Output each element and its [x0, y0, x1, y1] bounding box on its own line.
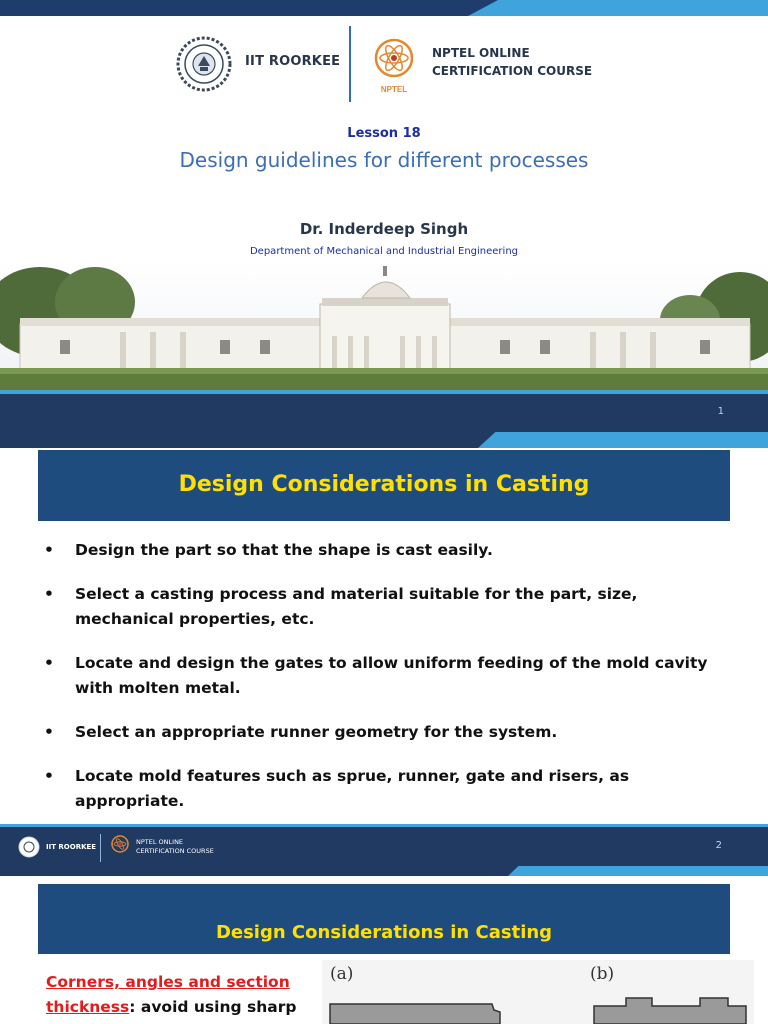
casting-shapes-diagram — [322, 960, 754, 1024]
bullet-text: Design the part so that the shape is cast easily. — [75, 541, 493, 559]
slide-title: Design Considerations in Casting — [178, 472, 590, 497]
slide-number: 2 — [715, 840, 722, 851]
content-slide-partial — [0, 876, 768, 1024]
campus-building-image — [0, 262, 768, 392]
logo-divider — [349, 26, 351, 102]
bullet-icon: • — [44, 723, 54, 741]
bullet-item — [40, 538, 720, 563]
figure-label-b: (b) — [590, 964, 615, 984]
bullet-icon: • — [44, 654, 54, 672]
footer-corner-accent — [508, 866, 768, 876]
iit-roorkee-seal-icon — [176, 36, 232, 92]
lecture-title: Design guidelines for different processes — [179, 148, 589, 172]
bullet-text: Select a casting process and material suitable for the part, size, mechanical properties, etc. — [75, 585, 638, 628]
nptel-badge-text: NPTEL — [380, 85, 408, 94]
casting-figure — [322, 960, 754, 1024]
slide-body-text — [46, 970, 306, 1020]
bottom-corner-accent — [478, 432, 768, 448]
slide-number: 1 — [717, 406, 724, 417]
slide-title: Design Considerations in Casting — [215, 922, 553, 943]
content-slide — [0, 448, 768, 876]
iit-roorkee-seal-icon — [18, 836, 40, 858]
nptel-line-1: NPTEL ONLINE — [432, 46, 530, 60]
nptel-line-2: CERTIFICATION COURSE — [432, 64, 593, 78]
title-slide — [0, 0, 768, 448]
logo-row — [0, 34, 768, 106]
department-name: Department of Mechanical and Industrial Engineering — [249, 246, 519, 257]
bullet-item — [40, 764, 720, 814]
nptel-logo-icon — [370, 36, 418, 96]
bullet-item — [40, 720, 720, 745]
footer-iit-name: IIT ROORKEE — [46, 843, 97, 851]
nptel-logo-icon — [110, 834, 130, 860]
bullet-text: Locate mold features such as sprue, runner, gate and risers, as appropriate. — [75, 767, 630, 810]
bullet-list — [40, 538, 720, 833]
bullet-item — [40, 651, 720, 701]
bullet-text: Locate and design the gates to allow uniform feeding of the mold cavity with molten metal. — [75, 654, 708, 697]
figure-label-a: (a) — [330, 964, 354, 984]
bullet-icon: • — [44, 541, 54, 559]
bullet-icon: • — [44, 767, 54, 785]
top-banner-accent — [468, 0, 768, 16]
slide-header — [38, 450, 730, 521]
bullet-item — [40, 582, 720, 632]
footer-nptel-line-2: CERTIFICATION COURSE — [136, 847, 214, 855]
footer-accent — [0, 824, 768, 827]
author-name: Dr. Inderdeep Singh — [299, 220, 469, 238]
body-text: : avoid using sharp — [129, 998, 297, 1016]
footer-logo-divider — [100, 834, 101, 862]
emphasis-text: Corners, angles and section thickness — [46, 973, 290, 1016]
slide-header — [38, 884, 730, 954]
bullet-icon: • — [44, 585, 54, 603]
lesson-number: Lesson 18 — [347, 126, 421, 141]
footer-nptel-line-1: NPTEL ONLINE — [136, 838, 184, 846]
iit-roorkee-name: IIT ROORKEE — [245, 54, 341, 69]
bullet-text: Select an appropriate runner geometry for the system. — [75, 723, 558, 741]
bottom-banner-accent — [0, 390, 768, 394]
